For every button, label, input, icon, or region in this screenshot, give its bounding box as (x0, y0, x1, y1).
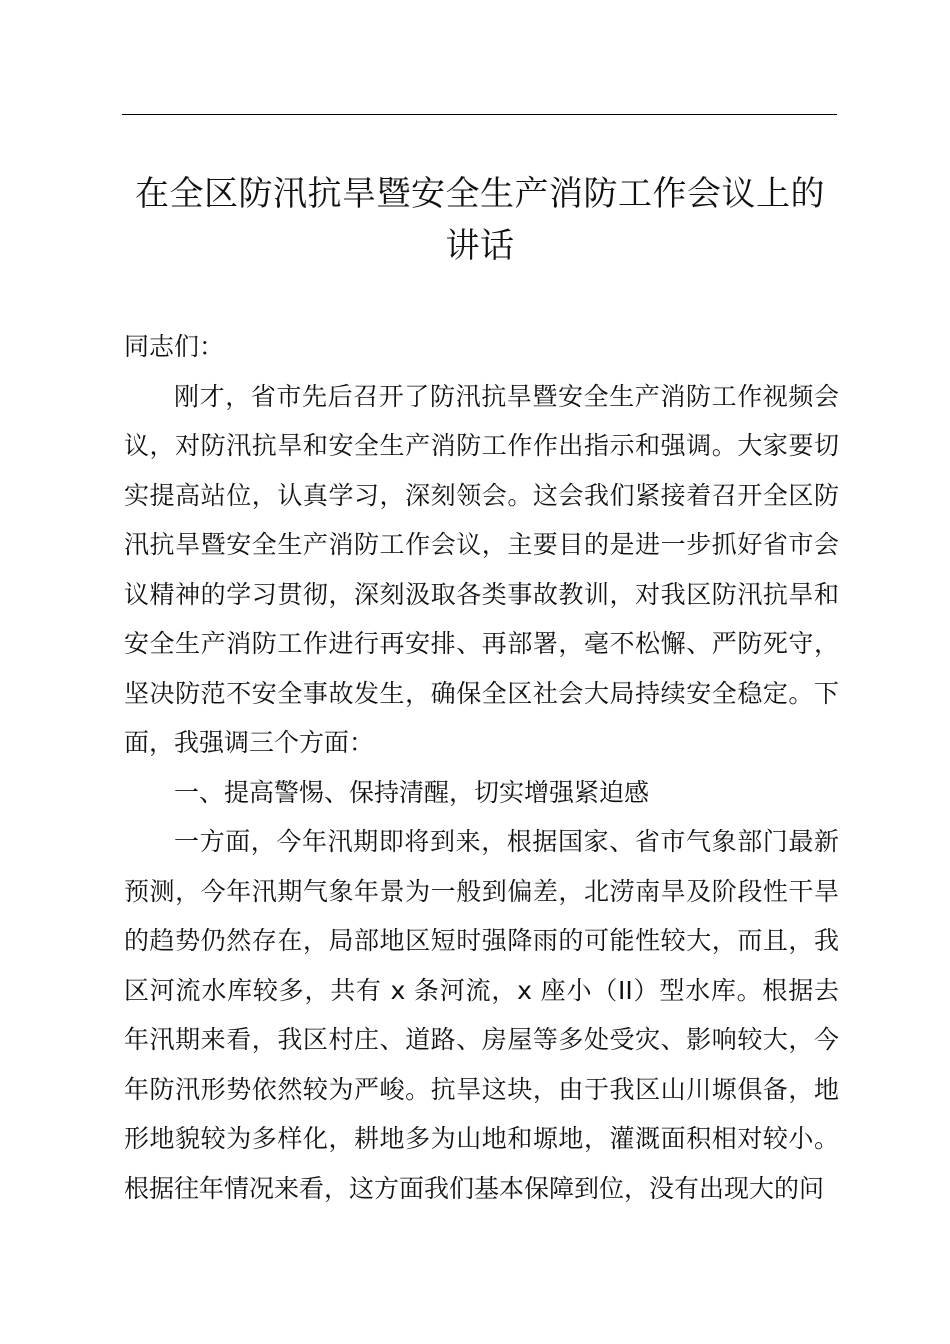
document-title (100, 168, 860, 272)
paragraph-section-1: 一方面，今年汛期即将到来，根据国家、省市气象部门最新预测，今年汛期气象年景为一般到偏差，北涝南旱及阶段性干旱的趋势仍然存在，局部地区短时强降雨的可能性较大，而且，我区河流水库较多，共有 x 条河流，x 座小（II）型水库。根据去年汛期来看，我区村庄、道路、房屋等多处受灾、影响较大，今年防汛形势依然较为严峻。抗旱这块，由于我区山川塬俱备，地形地貌较为多样化，耕地多为山地和塬地，灌溉面积相对较小。根据往年情况来看，这方面我们基本保障到位，没有出现大的问 (124, 827, 839, 1203)
section-heading-1: 一、提高警惕、保持清醒，切实增强紧迫感 (174, 777, 650, 807)
document-body (124, 322, 839, 1213)
salutation: 同志们： (124, 332, 225, 361)
paragraph-intro: 刚才，省市先后召开了防汛抗旱暨安全生产消防工作视频会议，对防汛抗旱和安全生产消防工作作出指示和强调。大家要切实提高站位，认真学习，深刻领会。这会我们紧接着召开全区防汛抗旱暨安全生产消防工作会议，主要目的是进一步抓好省市会议精神的学习贯彻，深刻汲取各类事故教训，对我区防汛抗旱和安全生产消防工作进行再安排、再部署，毫不松懈、严防死守，坚决防范不安全事故发生，确保全区社会大局持续安全稳定。下面，我强调三个方面： (124, 381, 839, 757)
title-line-2: 讲话 (445, 226, 515, 266)
title-line-1: 在全区防汛抗旱暨安全生产消防工作会议上的 (135, 174, 825, 214)
header-rule (122, 114, 837, 115)
